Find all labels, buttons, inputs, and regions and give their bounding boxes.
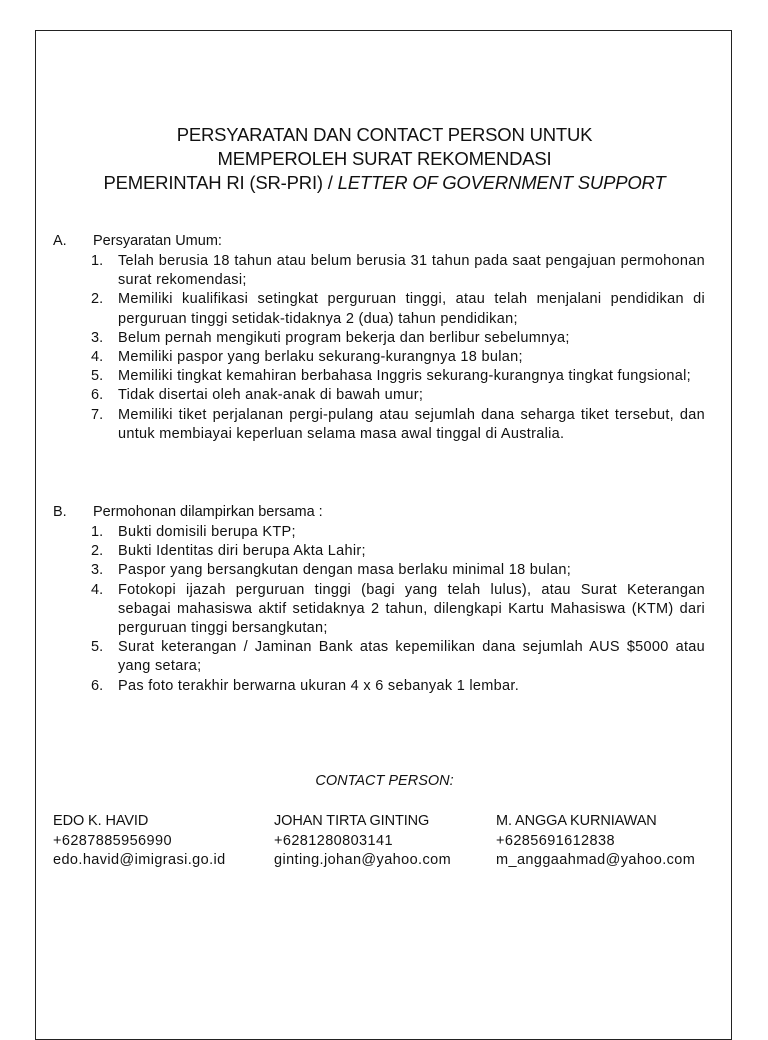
list-item <box>91 406 705 444</box>
contact-email: ginting.johan@yahoo.com <box>274 852 452 868</box>
section-b <box>53 503 705 696</box>
contact-name: M. ANGGA KURNIAWAN <box>496 813 657 829</box>
section-b-letter: B. <box>53 504 67 520</box>
section-b-header <box>53 503 705 523</box>
item-number: 3. <box>91 562 104 579</box>
list-item <box>91 523 705 542</box>
contact-person-label: CONTACT PERSON: <box>315 773 454 789</box>
section-a-list <box>53 252 705 444</box>
item-number: 5. <box>91 639 104 656</box>
list-item <box>91 329 705 348</box>
section-a-heading: Persyaratan Umum: <box>93 233 222 249</box>
item-text: Fotokopi ijazah perguruan tinggi (bagi yang telah lulus), atau Surat Keterangan sebagai mahasiswa aktif setidaknya 2 tahun, dilengkapi Kartu Mahasiswa (KTM) dari perguruan tinggi bersangkutan; <box>118 581 705 637</box>
item-number: 6. <box>91 387 104 404</box>
contact-card-3 <box>496 812 695 871</box>
item-text: Tidak disertai oleh anak-anak di bawah umur; <box>118 387 424 404</box>
item-number: 7. <box>91 406 104 423</box>
item-text: Memiliki paspor yang berlaku sekurang-kurangnya 18 bulan; <box>118 349 523 366</box>
list-item <box>91 561 705 580</box>
contact-phone: +6285691612838 <box>496 832 615 849</box>
item-number: 2. <box>91 543 104 560</box>
contact-name: JOHAN TIRTA GINTING <box>274 813 430 829</box>
document-title <box>36 123 733 195</box>
list-item <box>91 348 705 367</box>
item-text: Memiliki tingkat kemahiran berbahasa Inggris sekurang-kurangnya tingkat fungsional; <box>118 368 691 385</box>
item-text: Telah berusia 18 tahun atau belum berusia 31 tahun pada saat pengajuan permohonan surat rekomendasi; <box>118 253 705 289</box>
title-line-3 <box>36 171 733 195</box>
item-text: Memiliki tiket perjalanan pergi-pulang atau sejumlah dana seharga tiket tersebut, dan untuk membiayai keperluan selama masa awal tinggal di Australia. <box>118 406 705 442</box>
contact-card-1 <box>53 812 226 871</box>
list-item <box>91 542 705 561</box>
item-text: Memiliki kualifikasi setingkat perguruan tinggi, atau telah menjalani pendidikan di perguruan tinggi setidak-tidaknya 2 (dua) tahun pendidikan; <box>118 291 705 327</box>
section-a <box>53 232 705 444</box>
item-number: 4. <box>91 581 104 598</box>
section-b-list <box>53 523 705 696</box>
list-item <box>91 252 705 290</box>
contact-phone: +6287885956990 <box>53 832 172 849</box>
title-line-2: MEMPEROLEH SURAT REKOMENDASI <box>217 148 552 169</box>
title-line-1: PERSYARATAN DAN CONTACT PERSON UNTUK <box>176 124 593 145</box>
section-b-heading: Permohonan dilampirkan bersama : <box>93 504 323 520</box>
contact-email: edo.havid@imigrasi.go.id <box>53 852 226 868</box>
contact-name: EDO K. HAVID <box>53 813 149 829</box>
section-a-header <box>53 232 705 252</box>
item-number: 2. <box>91 291 104 308</box>
item-number: 6. <box>91 677 104 694</box>
contact-card-2 <box>274 812 451 871</box>
list-item <box>91 638 705 676</box>
item-number: 4. <box>91 349 104 366</box>
item-text: Bukti domisili berupa KTP; <box>118 524 296 540</box>
contact-email: m_anggaahmad@yahoo.com <box>496 852 696 868</box>
item-text: Belum pernah mengikuti program bekerja dan berlibur sebelumnya; <box>118 329 570 346</box>
item-text: Pas foto terakhir berwarna ukuran 4 x 6 sebanyak 1 lembar. <box>118 677 520 694</box>
item-number: 3. <box>91 329 104 346</box>
section-a-letter: A. <box>53 233 67 249</box>
document-page <box>35 30 732 1040</box>
list-item <box>91 386 705 405</box>
item-number: 1. <box>91 253 104 269</box>
item-text: Surat keterangan / Jaminan Bank atas kepemilikan dana sejumlah AUS $5000 atau yang setara; <box>118 639 705 675</box>
title-line-3-normal: PEMERINTAH RI (SR-PRI) / <box>103 172 338 193</box>
item-number: 1. <box>91 524 104 540</box>
item-text: Paspor yang bersangkutan dengan masa berlaku minimal 18 bulan; <box>118 562 572 579</box>
list-item <box>91 677 705 696</box>
item-number: 5. <box>91 368 104 385</box>
list-item <box>91 367 705 386</box>
title-line-3-italic: LETTER OF GOVERNMENT SUPPORT <box>337 172 666 193</box>
contact-phone: +6281280803141 <box>274 832 393 849</box>
list-item <box>91 581 705 639</box>
item-text: Bukti Identitas diri berupa Akta Lahir; <box>118 543 366 560</box>
list-item <box>91 290 705 328</box>
